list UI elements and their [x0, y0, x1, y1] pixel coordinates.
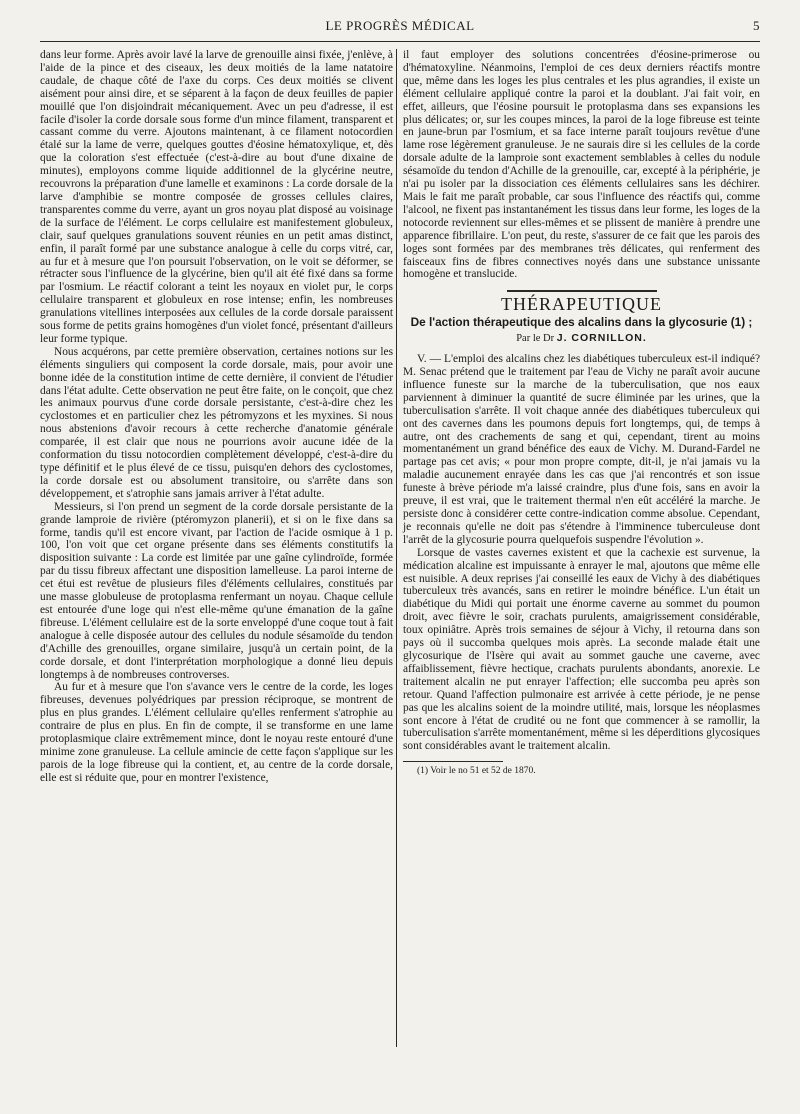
author-name: J. CORNILLON. — [556, 332, 647, 345]
paragraph: Nous acquérons, par cette première observation, certaines notions sur les éléments singuliers qui composent la corde dorsale, mais, pour avoir une bonne idée de la constitution intime de cette dernière, il convient de l'étudier dans l'état adulte. Cette observation ne peut être faite, on le conçoit, que chez les animaux pourvus d'une corde dorsale persistante, c'est-à-dire chez les cyclostomes et en particulier chez les pétromyzons et les myxines. Si nous nous abstenions d'avoir recours à cette recherche d'anatomie générale comparée, il est clair que nous ne pourrions avoir aucune idée de la conformation du tissu notocordien complètement développé, c'est-à-dire du type définitif et le plus élevé de ce tissu, puisqu'en dehors des cyclostomes, la corde dorsale est ou absolument transitoire, ou s'arrête dans son développement, et s'atrophie sans jamais arriver à l'état adulte. — [40, 345, 393, 500]
paragraph: il faut employer des solutions concentrées d'éosine-primerose ou d'hématoxyline. Néanmoins, l'emploi de ces deux derniers réactifs montre que, même dans les loges les plus centrales et les plus agrandies, il existe un élément cellulaire appliqué contre la paroi et la doublant. J'ai fait voir, en effet, ailleurs, que l'éosine poursuit le protoplasma dans ses expansions les plus délicates; or, sur les coupes minces, la paroi de la loge fibreuse est teinte en jaune-brun par l'osmium, et sa face interne paraît toujours revêtue d'une lame rose légèrement granuleuse. Je ne saurais dire si les cellules de la corde dorsale adulte de la lamproie sont exactement semblables à celles du nodule sésamoïde du tendon d'Achille de la grenouille, car, excepté à la périphérie, je n'ai pu isoler par la dissociation ces éléments cellulaires sans les déchirer. Mais le fait me paraît probable, car sous l'influence des réactifs qui, comme l'alcool, ne fixent pas instantanément les tissus dans leur forme, les loges de la notocorde reviennent sur elles-mêmes et se plissent de manière à prendre une apparence fibrillaire. L'on peut, du reste, s'assurer de ce fait que les parois des loges sont formées par des membranes très délicates, qui renferment des faisceaux fins de fibres connectives noyés dans une substance unissante homogène et translucide. — [403, 49, 760, 281]
column-divider — [396, 49, 397, 1047]
paragraph: dans leur forme. Après avoir lavé la larve de grenouille ainsi fixée, j'enlève, à l'aide de la pince et des ciseaux, les deux moitiés de la lame natatoire caudale, de chaque côté de l'axe du corps. Ces deux moitiés se clivent aisément pour ainsi dire, et se séparent à la façon de deux feuilles de papier mouillé que l'on disjoindrait mécaniquement. Avec un peu d'adresse, il est facile d'isoler la corde dorsale sous forme d'un mince filament, transparent et cassant comme du verre. Ajoutons maintenant, à ce filament notocordien étalé sur la lame de verre, quelques gouttes d'éosine hématoxylique, et, dès que la coloration s'est effectuée (c'est-à-dire au bout d'une dixaine de minutes), employons comme liquide additionnel de la glycérine neutre, recouvrons la préparation d'une lamelle et examinons : La corde dorsale de la larve d'amphibie se montre composée de grosses cellules claires, transparentes comme du verre, ayant un gros noyau plat disposé au voisinage de la surface de l'élément. Le corps cellulaire est manifestement globuleux, clair, sauf quelques granulations souvent réunies en un petit amas distinct, enfin, il paraît formé par une substance analogue à celle du corps vitré, car, au fur et à mesure que l'on poursuit l'observation, on le voit se déformer, se rétracter sous l'influence de la glycérine, bien qu'il ait été fixé dans sa forme par l'osmium. Le réactif colorant a teint les noyaux en violet pur, le corps cellulaire transparent et globuleux en rose intense; enfin, les nombreuses granulations vitellines interposées aux cellules de la corde dorsale paraissent sous forme de petits grains homogènes d'un violet foncé, présentant d'ailleurs leur forme typique. — [40, 49, 393, 345]
section-rule — [507, 290, 657, 292]
paragraph: V. — L'emploi des alcalins chez les diabétiques tuberculeux est-il indiqué? M. Senac prétend que le traitement par l'eau de Vichy ne paraît avoir aucune influence funeste sur la marche de la tuberculisation, que nos eaux parviennent à diminuer la quantité de sucre éliminée par les urines, que la tuberculisation s'arrête. Il voit chaque année des diabétiques tuberculeux qui ont des cavernes dans les poumons depuis fort longtemps, qui, de temps à autre, ont des crachements de sang et qui, cependant, tirent au moins momentanément un grand bénéfice des eaux de Vichy. M. Durand-Fardel ne partage pas cet avis; « pour mon propre compte, dit-il, je n'ai jamais vu la maladie aucunement enrayée dans les cas que j'ai rencontrés et son issue funeste à brève période m'a laissé craindre, plus d'une fois, sans en avoir la preuve, il est vrai, que le traitement thermal n'en eût accéléré la marche. Je persiste donc à considérer cette contre-indication comme absolue. Cependant, je reconnais qu'elle ne doit pas s'étendre à l'imminence tuberculeuse dont l'arrêt de la glycosurie pourra quelquefois suspendre l'évolution ». — [403, 353, 760, 546]
paragraph: Messieurs, si l'on prend un segment de la corde dorsale persistante de la grande lamproie de rivière (ptéromyzon planerii), et si on le fixe dans sa forme, tandis qu'il est encore vivant, par l'action de l'acide osmique à 1 p. 100, l'on voit que cet organe présente dans ses éléments constitutifs la disposition suivante : La corde est limitée par une gaîne cylindroïde, formée par du tissu fibreux affectant une disposition lamelleuse. La paroi interne de cet étui est revêtue de plusieurs files d'éléments cellulaires, constitués par une masse globuleuse de protoplasma renfermant un noyau. Chaque cellule est entourée d'une loge qui n'est elle-même qu'une émanation de la gaîne fibreuse. L'élément cellulaire est de la sorte enveloppé d'une coque tout à fait analogue à celle disposée autour des cellules du nodule sésamoïde du tendon d'Achille des grenouilles, organe similaire, jusqu'à un certain point, de la corde dorsale, et dont l'interprétation morphologique a donné lieu depuis longtemps à de nombreuses controverses. — [40, 500, 393, 681]
journal-title: LE PROGRÈS MÉDICAL — [325, 18, 475, 33]
paragraph: Au fur et à mesure que l'on s'avance vers le centre de la corde, les loges fibreuses, devenues polyédriques par pression réciproque, se montrent de plus en plus grandes. L'élément cellulaire qu'elles renferment s'atrophie au contraire de plus en plus. En fin de compte, il se transforme en une lame protoplasmique claire extrêmement mince, dont le noyau reste entouré d'une minime zone granuleuse. La cellule amincie de cette façon s'applique sur les parois de la loge fibreuse qui la contient, et, au centre de la corde dorsale, elle est si réduite que, pour en montrer l'existence, — [40, 681, 393, 784]
byline — [403, 332, 760, 346]
page-number: 5 — [753, 18, 760, 33]
right-column — [403, 49, 760, 777]
left-column — [40, 49, 393, 785]
footnote: (1) Voir le no 51 et 52 de 1870. — [417, 766, 536, 777]
footnote-rule — [403, 761, 503, 762]
paragraph: Lorsque de vastes cavernes existent et que la cachexie est survenue, la médication alcaline est impuissante à enrayer le mal, ajoutons que même elle est nuisible. A deux reprises j'ai conseillé les eaux de Vichy à des diabétiques tuberculeux très avancés, sans en retirer le moindre bénéfice. L'un était un diabétique du Midi qui portait une énorme caverne au sommet du poumon droit, avec fièvre le soir, crachats purulents, amaigrissement considérable, toux opiniâtre. Après trois semaines de séjour à Vichy, il retourna dans son pays où il succomba quelques mois après. La seconde malade était une glycosurique de l'Isère qui avait au sommet gauche une caverne, avec affaiblissement, fièvre hectique, crachats purulents abondants, anorexie. Le traitement alcalin ne put enrayer l'affection; elle succomba peu après son retour. Quand l'affection pulmonaire est arrivée à cette période, je ne pense pas que les alcalins soient de la moindre utilité, mais, lorsque les néoplasmes sont encore à l'état de crudité ou ne font que commencer à se ramollir, la tuberculisation s'arrête momentanément, même si les déperditions glycosiques sont considérables avant le traitement alcalin. — [403, 546, 760, 753]
section-title: THÉRAPEUTIQUE — [501, 294, 662, 315]
article-title: De l'action thérapeutique des alcalins dans la glycosurie (1) ; — [410, 315, 753, 330]
byline-prefix: Par le Dr — [516, 333, 555, 345]
running-head — [40, 18, 760, 38]
header-rule — [40, 41, 760, 42]
